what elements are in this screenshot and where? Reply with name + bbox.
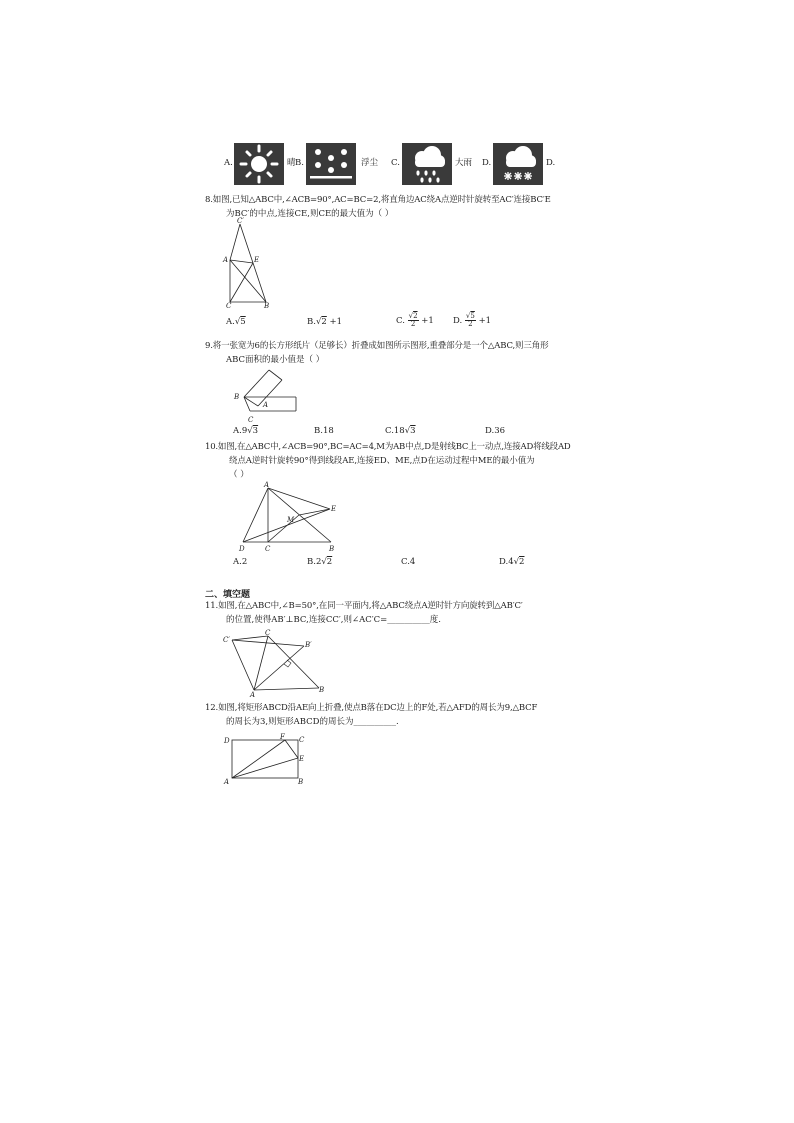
q10-option-a: A.2 [233, 557, 248, 567]
dust-icon [306, 143, 356, 185]
option-letter-d: D. [482, 158, 492, 168]
q10-label-b: B [329, 545, 335, 553]
q10-option-d: D.4√2 [499, 557, 525, 567]
q9-line1: 9.将一张宽为6的长方形纸片（足够长）折叠成如图所示图形,重叠部分是一个△ABC,则三角形 [205, 341, 549, 351]
sun-icon [234, 143, 284, 185]
q9-line2: ABC面积的最小值是（ ） [226, 355, 325, 365]
q12-label-d: D [224, 737, 230, 745]
q12-figure [222, 730, 308, 786]
q8-label-e: E [254, 256, 260, 264]
q8-line1: 8.如图,已知△ABC中,∠ACB=90°,AC=BC=2,将直角边AC绕A点逆时针旋转至AC′连接BC′E [205, 195, 551, 205]
q8-option-a: A.√5 [226, 317, 246, 327]
option-letter-a: A. [224, 158, 233, 168]
q11-figure [222, 628, 326, 698]
q10-label-c: C [265, 545, 271, 553]
q11-label-a: A [250, 691, 256, 698]
q10-line3: （ ） [229, 470, 249, 480]
q9-label-b: B [234, 393, 240, 401]
q12-label-c: C [299, 736, 305, 744]
q9-option-a: A.9√3 [233, 426, 259, 436]
option-letter-b: B. [295, 158, 304, 168]
option-label-b: 浮尘 [361, 158, 379, 168]
q11-line1: 11.如图,在△ABC中,∠B=50°,在同一平面内,将△ABC绕点A逆时针方向旋转到△AB′C′ [205, 601, 523, 611]
q10-label-m: M [287, 516, 295, 524]
q8-line2: 为BC′的中点,连接CE,则CE的最大值为（ ） [226, 209, 394, 219]
q12-line2: 的周长为3,则矩形ABCD的周长为__________. [226, 717, 399, 727]
q8-label-b: B [264, 302, 270, 308]
q9-label-a: A [263, 401, 269, 409]
q10-figure [238, 480, 342, 554]
q10-label-e: E [331, 505, 337, 513]
q12-label-e: E [299, 755, 305, 763]
q12-label-f: F [280, 733, 285, 741]
q10-label-a: A [264, 481, 270, 489]
option-label-c: 大雨 [455, 158, 473, 168]
q9-label-c: C [248, 416, 254, 424]
q11-label-c-prime: C′ [223, 636, 230, 644]
q9-option-c: C.18√3 [385, 426, 416, 436]
q11-line2: 的位置,使得AB′⊥BC,连接CC′,则∠AC′C=__________度. [226, 615, 441, 625]
q8-option-b: B.√2 +1 [307, 317, 343, 327]
section-heading: 二、填空题 [205, 590, 251, 600]
q11-label-c: C [265, 629, 271, 637]
heavy-snow-icon [493, 143, 543, 185]
option-label-a: 晴 [287, 158, 296, 168]
q9-option-d: D.36 [485, 426, 506, 436]
q8-label-c: C [226, 302, 232, 308]
heavy-rain-icon [402, 143, 452, 185]
q12-line1: 12.如图,将矩形ABCD沿AE向上折叠,使点B落在DC边上的F处,若△AFD的周长为9,△BCF [205, 703, 538, 713]
q9-option-b: B.18 [314, 426, 334, 436]
q11-label-b-prime: B′ [305, 641, 312, 649]
option-label-d: D. [546, 158, 556, 168]
q8-figure [222, 216, 272, 308]
option-letter-c: C. [391, 158, 400, 168]
q8-label-a: A [223, 256, 229, 264]
q12-label-a: A [224, 778, 230, 786]
q9-figure [230, 366, 302, 424]
q10-option-b: B.2√2 [307, 557, 333, 567]
q10-option-c: C.4 [401, 557, 416, 567]
q12-label-b: B [298, 778, 304, 786]
q8-option-c: C. $\frac{√2}{2}$ +1 [396, 312, 434, 328]
q10-line1: 10.如图,在△ABC中,∠ACB=90°,BC=AC=4,M为AB中点,D是射线BC上一动点,连接AD将线段AD [205, 442, 571, 452]
q8-label-c-prime: C′ [237, 217, 244, 225]
q11-label-b: B [319, 686, 325, 694]
q10-label-d: D [239, 545, 245, 553]
q10-line2: 绕点A逆时针旋转90°得到线段AE,连接ED、ME,点D在运动过程中ME的最小值为 [229, 456, 535, 466]
q8-option-d: D. $\frac{√5}{2}$ +1 [453, 312, 492, 328]
